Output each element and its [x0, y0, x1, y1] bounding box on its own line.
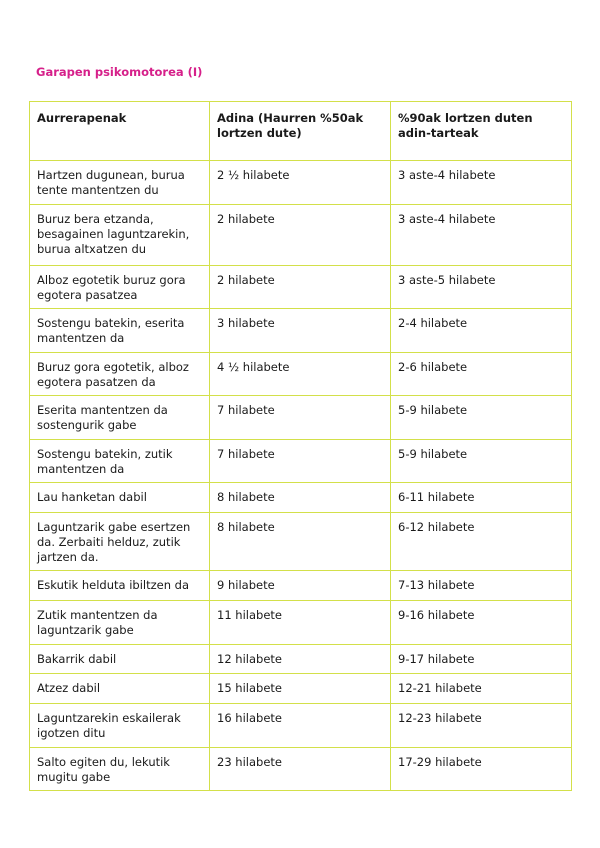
milestone-cell: Buruz gora egotetik, alboz egotera pasatzen da: [30, 353, 210, 396]
milestone-cell: Alboz egotetik buruz gora egotera pasatzea: [30, 266, 210, 309]
range-cell: 12-23 hilabete: [391, 704, 572, 748]
milestone-cell: Laguntzarik gabe esertzen da. Zerbaiti helduz, zutik jartzen da.: [30, 513, 210, 571]
range-cell: 2-6 hilabete: [391, 353, 572, 396]
milestone-cell: Sostengu batekin, eserita mantentzen da: [30, 309, 210, 353]
milestone-cell: Laguntzarekin eskailerak igotzen ditu: [30, 704, 210, 748]
table-row: [30, 674, 572, 704]
age-cell: 2 hilabete: [210, 266, 391, 309]
table-row: [30, 601, 572, 645]
table-row: [30, 353, 572, 396]
age-cell: 2 ½ hilabete: [210, 161, 391, 205]
milestone-cell: Eserita mantentzen da sostengurik gabe: [30, 396, 210, 440]
age-cell: 2 hilabete: [210, 205, 391, 266]
milestone-cell: Zutik mantentzen da laguntzarik gabe: [30, 601, 210, 645]
age-cell: 11 hilabete: [210, 601, 391, 645]
range-cell: 7-13 hilabete: [391, 571, 572, 601]
age-cell: 8 hilabete: [210, 513, 391, 571]
range-cell: 9-17 hilabete: [391, 645, 572, 674]
milestone-cell: Bakarrik dabil: [30, 645, 210, 674]
range-cell: 2-4 hilabete: [391, 309, 572, 353]
milestone-cell: Sostengu batekin, zutik mantentzen da: [30, 440, 210, 483]
age-cell: 7 hilabete: [210, 440, 391, 483]
milestone-cell: Lau hanketan dabil: [30, 483, 210, 513]
range-cell: 9-16 hilabete: [391, 601, 572, 645]
milestone-cell: Hartzen dugunean, burua tente mantentzen du: [30, 161, 210, 205]
table-row: [30, 513, 572, 571]
range-cell: 5-9 hilabete: [391, 440, 572, 483]
table-row: [30, 704, 572, 748]
table-row: [30, 645, 572, 674]
header-age-range: %90ak lortzen duten adin-tarteak: [391, 102, 572, 161]
page-title: Garapen psikomotorea (I): [36, 65, 203, 79]
range-cell: 6-12 hilabete: [391, 513, 572, 571]
table-row: [30, 205, 572, 266]
table-row: [30, 266, 572, 309]
development-table: [29, 101, 572, 791]
milestone-cell: Eskutik helduta ibiltzen da: [30, 571, 210, 601]
age-cell: 8 hilabete: [210, 483, 391, 513]
range-cell: 6-11 hilabete: [391, 483, 572, 513]
age-cell: 15 hilabete: [210, 674, 391, 704]
age-cell: 23 hilabete: [210, 748, 391, 791]
table-row: [30, 309, 572, 353]
range-cell: 12-21 hilabete: [391, 674, 572, 704]
table-row: [30, 571, 572, 601]
age-cell: 4 ½ hilabete: [210, 353, 391, 396]
table-row: [30, 161, 572, 205]
table-row: [30, 396, 572, 440]
table-row: [30, 440, 572, 483]
milestone-cell: Salto egiten du, lekutik mugitu gabe: [30, 748, 210, 791]
range-cell: 17-29 hilabete: [391, 748, 572, 791]
range-cell: 3 aste-4 hilabete: [391, 161, 572, 205]
milestone-cell: Buruz bera etzanda, besagainen laguntzarekin, burua altxatzen du: [30, 205, 210, 266]
table-row: [30, 748, 572, 791]
age-cell: 9 hilabete: [210, 571, 391, 601]
header-milestone: Aurrerapenak: [30, 102, 210, 161]
table-header-row: [30, 102, 572, 161]
age-cell: 16 hilabete: [210, 704, 391, 748]
age-cell: 3 hilabete: [210, 309, 391, 353]
table-row: [30, 483, 572, 513]
range-cell: 3 aste-4 hilabete: [391, 205, 572, 266]
header-median-age: Adina (Haurren %50ak lortzen dute): [210, 102, 391, 161]
age-cell: 12 hilabete: [210, 645, 391, 674]
age-cell: 7 hilabete: [210, 396, 391, 440]
range-cell: 5-9 hilabete: [391, 396, 572, 440]
range-cell: 3 aste-5 hilabete: [391, 266, 572, 309]
milestone-cell: Atzez dabil: [30, 674, 210, 704]
